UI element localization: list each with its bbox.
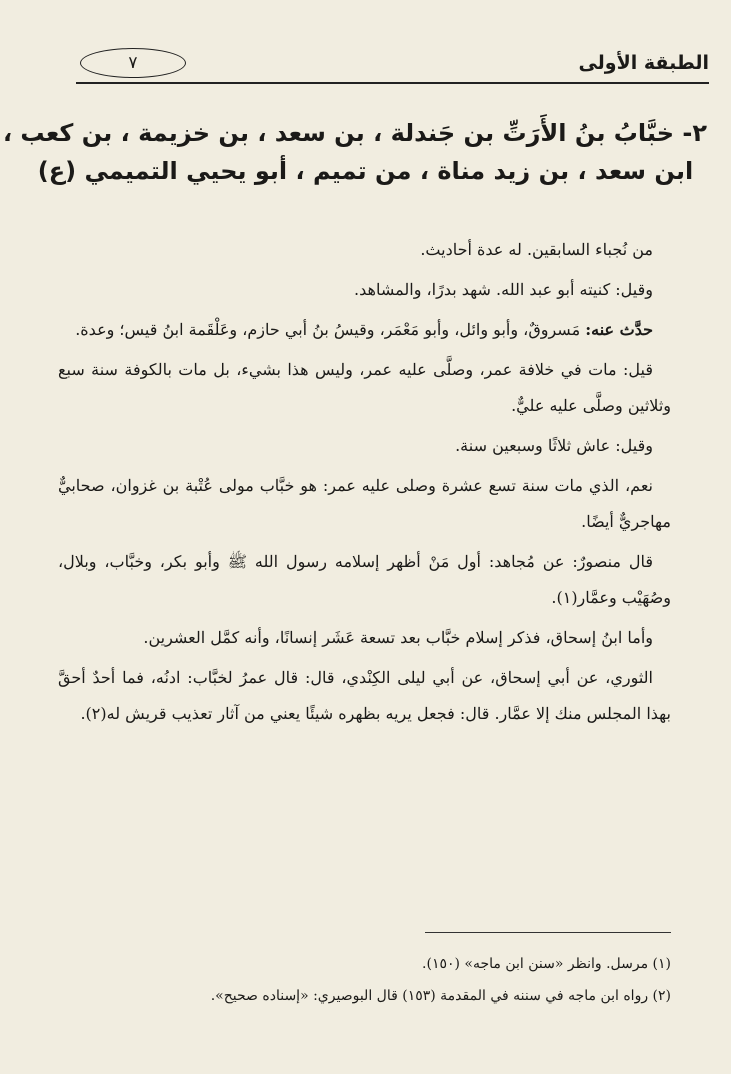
narrators-text: مَسروقٌ، وأبو وائل، وأبو مَعْمَر، وقيسُ بنُ أبي حازم، وعَلْقَمة ابنُ قيس؛ وعدة. — [75, 320, 586, 339]
body-text — [58, 232, 671, 736]
paragraph-8: وأما ابنُ إسحاق، فذكر إسلام خبَّاب بعد تسعة عَشَر إنسانًا، وأنه كمَّل العشرين. — [143, 628, 653, 647]
footnote-2: (٢) رواه ابن ماجه في سننه في المقدمة (١٥٣) قال البوصيري: «إسناده صحيح». — [210, 988, 671, 1004]
paragraph-4: قيل: مات في خلافة عمر، وصلَّى عليه عمر، وليس هذا بشيء، بل مات بالكوفة سنة سبع وثلاثين وصلَّى عليه عليٌّ. — [58, 360, 671, 415]
header-rule — [76, 82, 709, 84]
paragraph-3 — [58, 312, 671, 348]
footnote-separator — [425, 932, 671, 933]
paragraph-5: وقيل: عاش ثلاثًا وسبعين سنة. — [455, 436, 653, 455]
paragraph-2: وقيل: كنيته أبو عبد الله. شهد بدرًا، والمشاهد. — [354, 280, 653, 299]
narrators-label: حدَّث عنه: — [585, 320, 653, 339]
paragraph-1: من نُجباء السابقين. له عدة أحاديث. — [420, 240, 653, 259]
paragraph-9: الثوري، عن أبي إسحاق، عن أبي ليلى الكِنْدي، قال: قال عمرُ لخبَّاب: ادنُه، فما أحدٌ أحقَّ بهذا المجلس منك إلا عمَّار. قال: فجعل يريه بظهره شيئًا يعني من آثار تعذيب قريش له(٢). — [58, 668, 671, 723]
paragraph-7: قال منصورٌ: عن مُجاهد: أول مَنْ أظهر إسلامه رسول الله ﷺ وأبو بكر، وخبَّاب، وبلال، وصُهَيْب وعمَّار(١). — [58, 552, 671, 607]
page-number: ٧ — [80, 48, 186, 78]
footnote-1: (١) مرسل. وانظر «سنن ابن ماجه» (١٥٠). — [422, 956, 671, 972]
entry-heading-line-1: ٢- خبَّابُ بنُ الأَرَتِّ بن جَندلة ، بن سعد ، بن خزيمة ، بن كعب ، — [2, 119, 707, 147]
footnotes — [58, 948, 671, 1012]
paragraph-6: نعم، الذي مات سنة تسع عشرة وصلى عليه عمر: هو خبَّاب مولى عُتْبة بن غزوان، صحابيٌّ مهاجريٌّ أيضًا. — [58, 476, 671, 531]
section-title: الطبقة الأولى — [578, 52, 709, 74]
page-header — [76, 44, 709, 84]
entry-heading — [2, 114, 707, 190]
entry-heading-line-2: ابن سعد ، بن زيد مناة ، من تميم ، أبو يحيي التميمي (ع) — [37, 157, 694, 185]
